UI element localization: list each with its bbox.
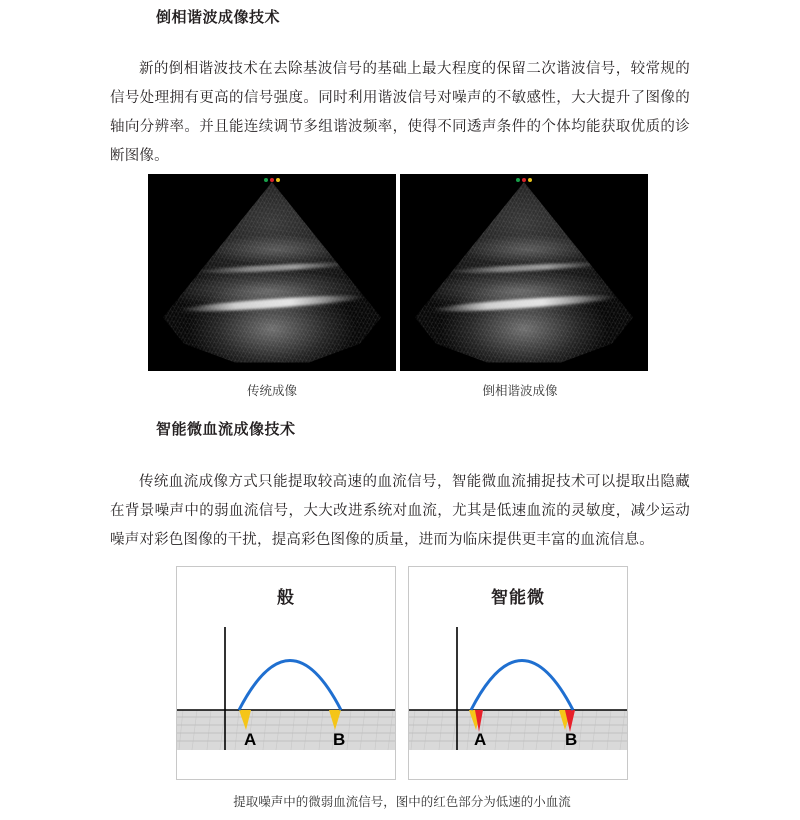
panel-conventional-title: 般 (277, 588, 295, 605)
section-paragraph-inverted-harmonic: 新的倒相谐波技术在去除基波信号的基础上最大程度的保留二次谐波信号，较常规的信号处理拥有更高的信号强度。同时利用谐波信号对噪声的不敏感性，大大提升了图像的轴向分辨率。并且能连续调节多组谐波频率，使得不同透声条件的个体均能获取优质的诊断图像。 (110, 61, 690, 164)
probe-marker-icon (264, 178, 280, 182)
microflow-panel-row (176, 566, 628, 780)
panel-smart-micro-chart (409, 567, 628, 779)
microflow-figure-caption: 提取噪声中的微弱血流信号，图中的红色部分为低速的小血流 (233, 795, 571, 809)
label-b: B (333, 730, 346, 749)
panel-smart-micro-title: 智能微 (491, 588, 545, 605)
ultrasound-inverted-harmonic-image (400, 174, 648, 371)
section-paragraph-smart-microflow: 传统血流成像方式只能提取较高速的血流信号，智能微血流捕捉技术可以提取出隐藏在背景噪声中的弱血流信号，大大改进系统对血流，尤其是低速血流的灵敏度，减少运动噪声对彩色图像的干扰，提高彩色图像的质量，进而为临床提供更丰富的血流信息。 (110, 474, 690, 548)
panel-smart-micro (408, 566, 628, 780)
noise-band (177, 710, 396, 750)
ultrasound-sector (156, 182, 388, 370)
section-heading-smart-microflow: 智能微血流成像技术 (156, 421, 296, 438)
ultrasound-image-row (148, 174, 648, 371)
probe-marker-icon (516, 178, 532, 182)
ultrasound-caption-inverted-harmonic: 倒相谐波成像 (482, 384, 558, 398)
ultrasound-figure (148, 174, 648, 399)
label-a: A (244, 730, 257, 749)
ultrasound-caption-conventional: 传统成像 (246, 384, 297, 398)
ultrasound-conventional-image (148, 174, 396, 371)
speckle-texture (408, 182, 640, 370)
ultrasound-caption-row (148, 381, 648, 399)
velocity-curve (239, 661, 341, 711)
speckle-texture (156, 182, 388, 370)
microflow-figure (176, 566, 628, 810)
section-heading-inverted-harmonic: 倒相谐波成像技术 (156, 9, 281, 26)
panel-conventional-chart (177, 567, 396, 779)
velocity-curve (471, 661, 573, 711)
ultrasound-sector (408, 182, 640, 370)
panel-conventional (176, 566, 396, 780)
label-b: B (565, 730, 578, 749)
label-a: A (474, 730, 487, 749)
noise-band (409, 710, 628, 750)
